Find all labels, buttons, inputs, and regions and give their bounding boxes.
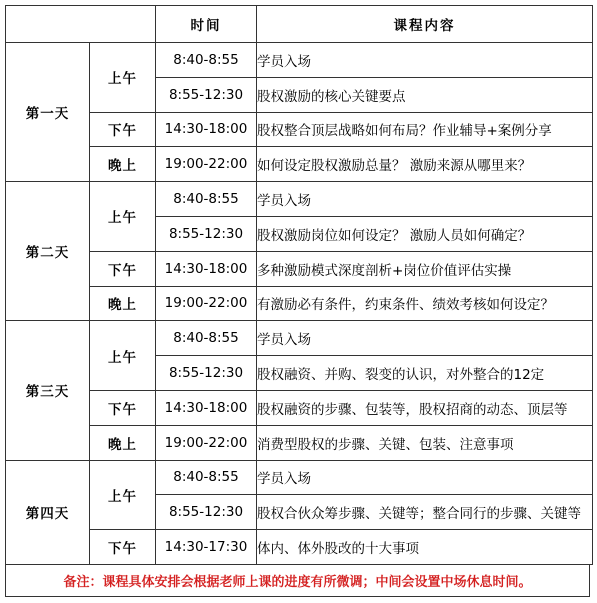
session-time: 8:40-8:55 <box>156 321 257 356</box>
session-content: 学员入场 <box>257 460 593 495</box>
period-label: 上午 <box>90 43 156 113</box>
session-time: 8:40-8:55 <box>156 182 257 217</box>
session-time: 8:40-8:55 <box>156 43 257 78</box>
header-blank <box>6 6 156 43</box>
session-content: 如何设定股权激励总量？ 激励来源从哪里来？ <box>257 147 593 182</box>
session-content: 股权激励的核心关键要点 <box>257 77 593 112</box>
session-content: 学员入场 <box>257 321 593 356</box>
day-label: 第三天 <box>6 321 90 460</box>
period-label: 上午 <box>90 182 156 252</box>
session-content: 学员入场 <box>257 43 593 78</box>
table-row <box>6 112 593 147</box>
period-label: 下午 <box>90 390 156 425</box>
session-time: 14:30-17:30 <box>156 530 257 565</box>
session-content: 学员入场 <box>257 182 593 217</box>
table-row <box>6 182 593 217</box>
table-row <box>6 425 593 460</box>
session-time: 19:00-22:00 <box>156 286 257 321</box>
session-content: 有激励必有条件，约束条件、绩效考核如何设定？ <box>257 286 593 321</box>
period-label: 上午 <box>90 460 156 530</box>
session-content: 体内、体外股改的十大事项 <box>257 530 593 565</box>
period-label: 下午 <box>90 530 156 565</box>
period-label: 晚上 <box>90 425 156 460</box>
period-label: 上午 <box>90 321 156 391</box>
session-time: 8:55-12:30 <box>156 495 257 530</box>
session-time: 14:30-18:00 <box>156 390 257 425</box>
day-label: 第四天 <box>6 460 90 564</box>
session-content: 股权融资、并购、裂变的认识，对外整合的12定 <box>257 356 593 391</box>
schedule-body <box>6 43 593 565</box>
session-time: 8:55-12:30 <box>156 216 257 251</box>
period-label: 下午 <box>90 112 156 147</box>
session-time: 14:30-18:00 <box>156 251 257 286</box>
session-time: 8:55-12:30 <box>156 356 257 391</box>
session-time: 19:00-22:00 <box>156 147 257 182</box>
session-content: 股权合伙众筹步骤、关键等；整合同行的步骤、关键等 <box>257 495 593 530</box>
session-content: 消费型股权的步骤、关键、包装、注意事项 <box>257 425 593 460</box>
table-row <box>6 251 593 286</box>
table-row <box>6 530 593 565</box>
table-row <box>6 286 593 321</box>
session-content: 股权激励岗位如何设定？ 激励人员如何确定？ <box>257 216 593 251</box>
period-label: 晚上 <box>90 147 156 182</box>
session-content: 多种激励模式深度剖析+岗位价值评估实操 <box>257 251 593 286</box>
table-row <box>6 321 593 356</box>
header-content: 课程内容 <box>257 6 593 43</box>
period-label: 下午 <box>90 251 156 286</box>
table-row <box>6 147 593 182</box>
session-time: 8:40-8:55 <box>156 460 257 495</box>
session-time: 14:30-18:00 <box>156 112 257 147</box>
footnote: 备注：课程具体安排会根据老师上课的进度有所微调；中间会设置中场休息时间。 <box>5 565 590 597</box>
session-content: 股权融资的步骤、包装等，股权招商的动态、顶层等 <box>257 390 593 425</box>
session-time: 19:00-22:00 <box>156 425 257 460</box>
session-content: 股权整合顶层战略如何布局？作业辅导+案例分享 <box>257 112 593 147</box>
table-row <box>6 390 593 425</box>
table-row <box>6 43 593 78</box>
header-time: 时间 <box>156 6 257 43</box>
header-row <box>6 6 593 43</box>
period-label: 晚上 <box>90 286 156 321</box>
table-row <box>6 460 593 495</box>
day-label: 第二天 <box>6 182 90 321</box>
session-time: 8:55-12:30 <box>156 77 257 112</box>
schedule-table <box>5 5 593 565</box>
day-label: 第一天 <box>6 43 90 182</box>
